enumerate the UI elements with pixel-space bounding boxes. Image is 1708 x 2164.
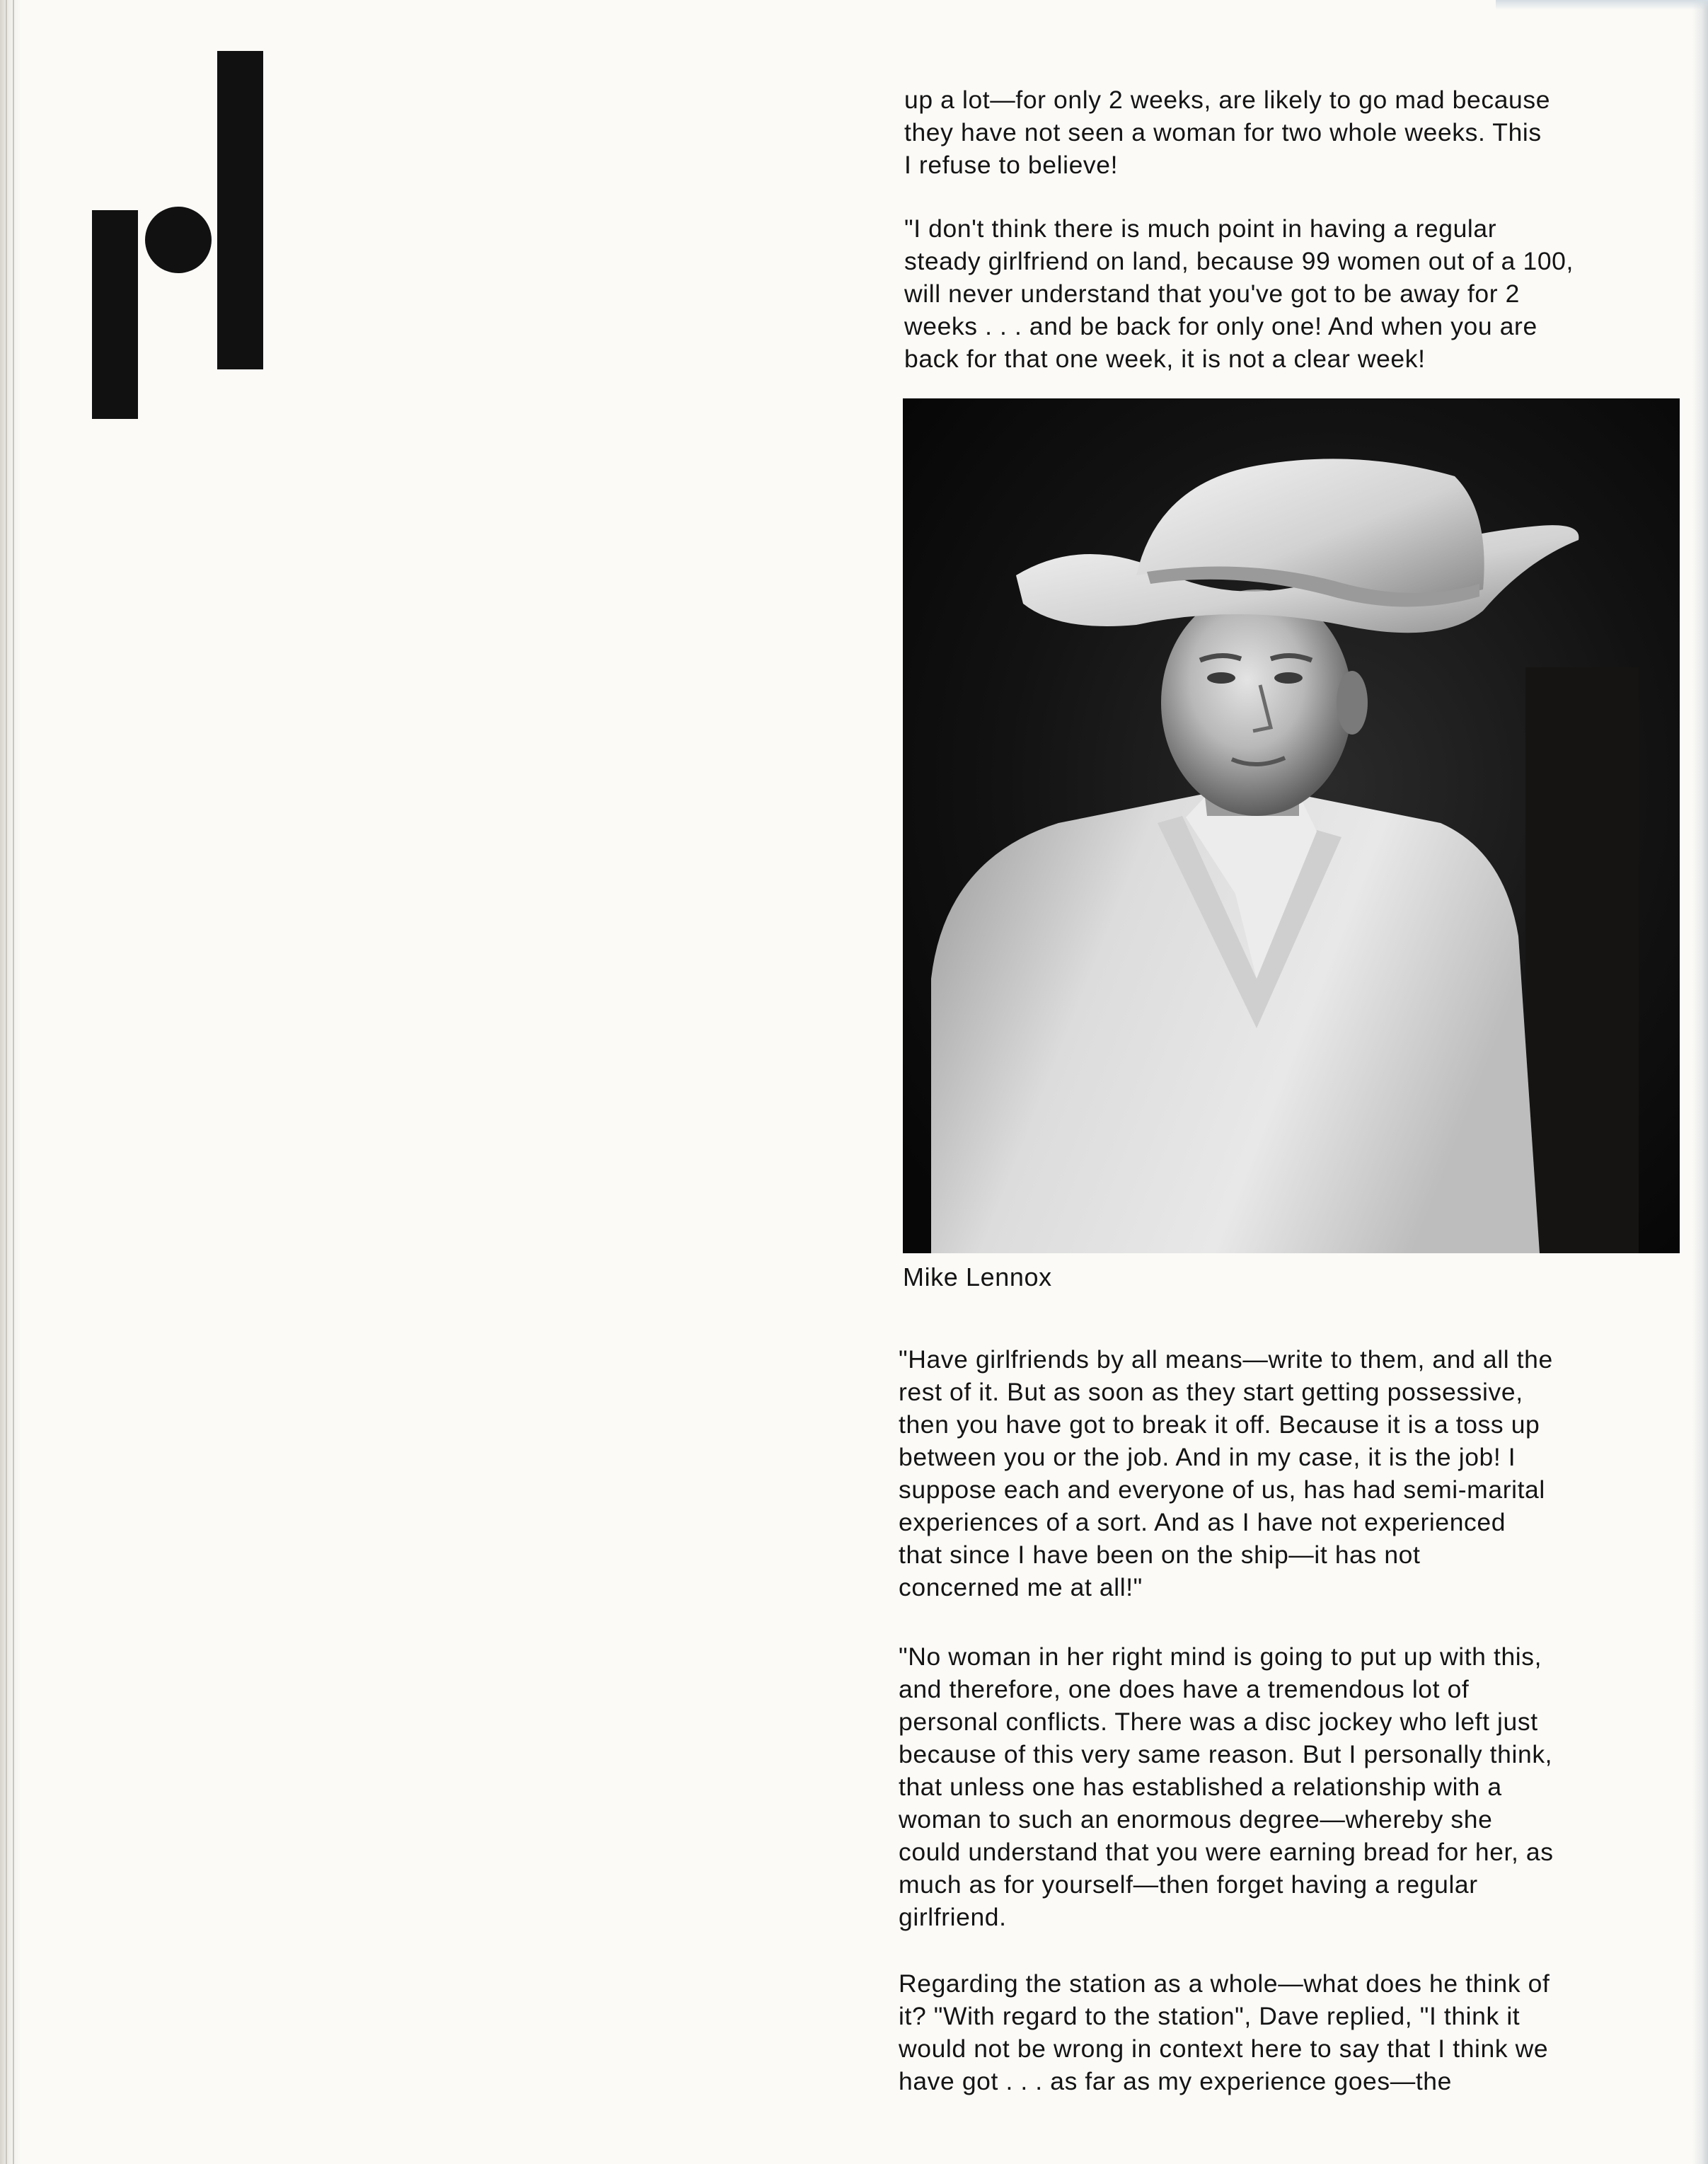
photo-caption: Mike Lennox [903,1262,1052,1291]
logo-left-bar [92,210,138,419]
body-paragraph: "I don't think there is much point in having a regular steady girlfriend on land, because 99 women out of a 100, will never understand that you've got to be away for 2 weeks . . . and be back for only one! And when you are back for that one week, it is not a clear week! [904,214,1574,373]
logo-dot [145,207,212,273]
body-paragraph: "Have girlfriends by all means—write to them, and all the rest of it. But as soon as they start getting possessive, then you have got to break it off. Because it is a toss up between you or the job. And in my case, it is the job! I suppose each and everyone of us, has had semi-marital experiences of a sort. And as I have not experienced that since I have been on the ship—it has not concerned me at all!" [899,1345,1553,1601]
page-right-edge [1692,0,1708,2164]
body-paragraph: "No woman in her right mind is going to put up with this, and therefore, one does have a tremendous lot of personal conflicts. There was a disc jockey who left just because of this very same reason. But I personally think, that unless one has established a relationship with a woman to such an enormous degree—whereby she could understand that you were earning bread for her, as much as for yourself—then forget having a regular girlfriend. [899,1642,1554,1931]
page-edge-line [6,0,7,2164]
body-paragraph: up a lot—for only 2 weeks, are likely to go mad because they have not seen a woman for two whole weeks. This I refuse to believe! [904,86,1551,179]
page-edge-line [13,0,14,2164]
body-paragraph: Regarding the station as a whole—what does he think of it? "With regard to the station", Dave replied, "I think it would not be wrong in context here to say that I think we have got . . . as far as my experience goes—the [899,1969,1550,2095]
rl-logo [92,51,265,369]
portrait-photo [903,398,1680,1253]
page-top-shade [1496,0,1708,10]
page-binding-edge [0,0,21,2164]
logo-right-bar [217,51,263,369]
